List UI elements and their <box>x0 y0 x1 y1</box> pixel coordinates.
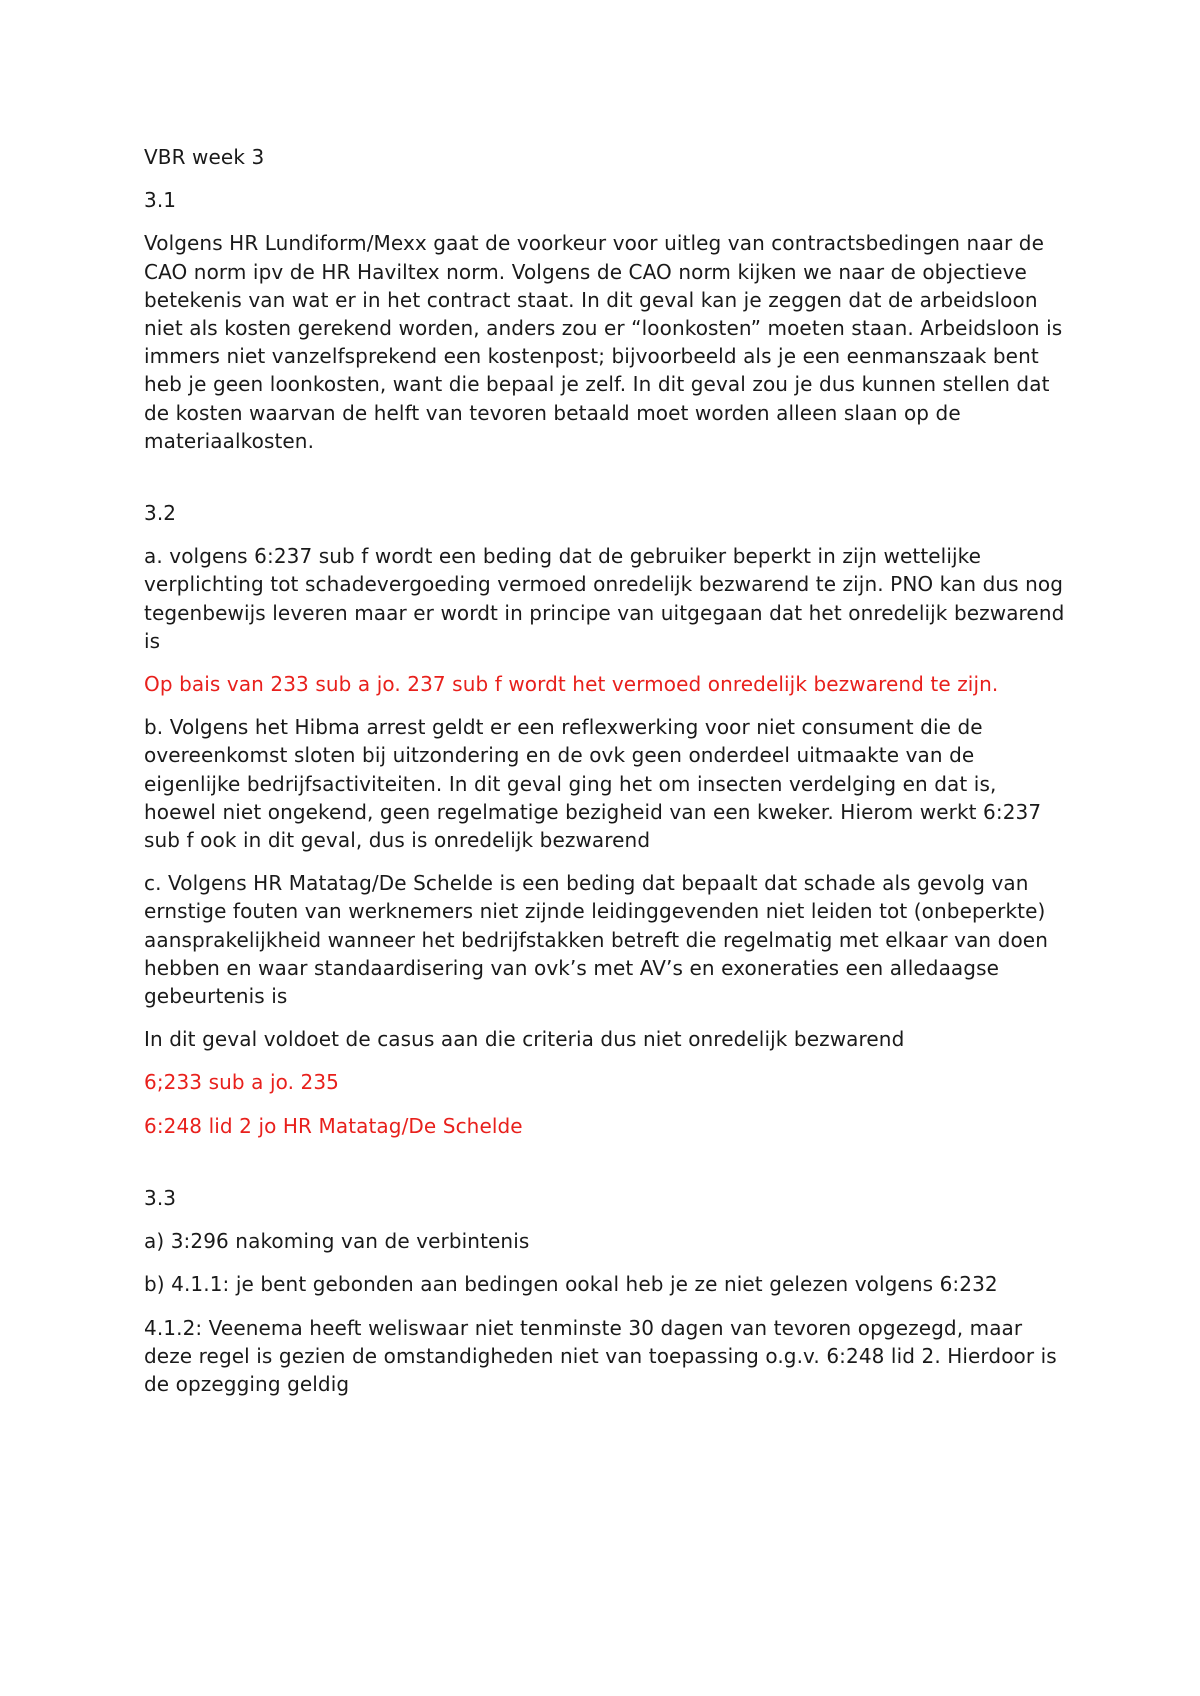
section-3-3-answer-a: a) 3:296 nakoming van de verbintenis <box>144 1229 530 1254</box>
section-3-1-body: Volgens HR Lundiform/Mexx gaat de voorkeur voor uitleg van contractsbedingen naar de CAO norm ipv de HR Haviltex norm. Volgens de CAO norm kijken we naar de objectieve betekenis van wat er in het contract staat. In dit geval kan je zeggen dat de arbeidsloon niet als kosten gerekend worden, anders zou er “loonkosten” moeten staan. Arbeidsloon is immers niet vanzelfsprekend een kostenpost; bijvoorbeeld als je een eenmanszaak bent heb je geen loonkosten, want die bepaal je zelf. In dit geval zou je dus kunnen stellen dat de kosten waarvan de helft van tevoren betaald moet worden alleen slaan op de materiaalkosten. <box>144 231 1063 453</box>
section-number-3-3: 3.3 <box>144 1185 177 1210</box>
section-3-2-answer-c: c. Volgens HR Matatag/De Schelde is een beding dat bepaalt dat schade als gevolg van ernstige fouten van werknemers niet zijnde leidinggevenden niet leiden tot (onbeperkte) aansprakelijkheid wanneer het bedrijfstakken betreft die regelmatig met elkaar van doen hebben en waar standaardisering van ovk’s met AV’s en exoneraties een alledaagse gebeurtenis is <box>144 871 1048 1009</box>
section-3-3-answer-b2: 4.1.2: Veenema heeft weliswaar niet tenminste 30 dagen van tevoren opgezegd, maar deze regel is gezien de omstandigheden niet van toepassing o.g.v. 6:248 lid 2. Hierdoor is de opzegging geldig <box>144 1315 1057 1396</box>
section-3-2-correction-c1: 6;233 sub a jo. 235 <box>144 1070 339 1095</box>
section-number-3-1: 3.1 <box>144 188 177 213</box>
section-3-3-answer-b: b) 4.1.1: je bent gebonden aan bedingen ookal heb je ze niet gelezen volgens 6:232 <box>144 1272 998 1297</box>
section-3-2-answer-a: a. volgens 6:237 sub f wordt een beding dat de gebruiker beperkt in zijn wettelijke verplichting tot schadevergoeding vermoed onredelijk bezwarend te zijn. PNO kan dus nog tegenbewijs leveren maar er wordt in principe van uitgegaan dat het onredelijk bezwarend is <box>144 544 1065 653</box>
section-3-2-answer-b: b. Volgens het Hibma arrest geldt er een reflexwerking voor niet consument die de overeenkomst sloten bij uitzondering en de ovk geen onderdeel uitmaakte van de eigenlijke bedrijfsactiviteiten. In dit geval ging het om insecten verdelging en dat is, hoewel niet ongekend, geen regelmatige bezigheid van een kweker. Hierom werkt 6:237 sub f ook in dit geval, dus is onredelijk bezwarend <box>144 715 1042 853</box>
section-3-2-correction-a: Op bais van 233 sub a jo. 237 sub f wordt het vermoed onredelijk bezwarend te zijn. <box>144 672 999 697</box>
document-title: VBR week 3 <box>144 145 265 169</box>
section-number-3-2: 3.2 <box>144 501 177 526</box>
document-page <box>144 143 1074 1413</box>
section-3-2-correction-c2: 6:248 lid 2 jo HR Matatag/De Schelde <box>144 1113 523 1138</box>
section-3-2-conclusion-c: In dit geval voldoet de casus aan die criteria dus niet onredelijk bezwarend <box>144 1027 905 1052</box>
